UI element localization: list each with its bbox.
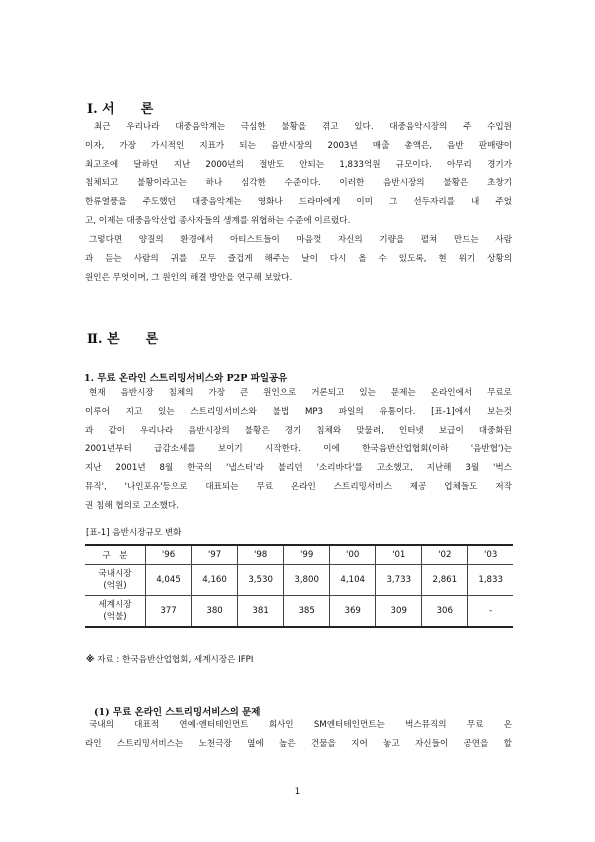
table-header-cell: 구 분 (85, 545, 146, 565)
text-line: 과 듣는 사람의 귀를 모두 즐겁게 해주는 날이 다시 올 수 있도록, 현 위기 상황의 (85, 253, 512, 264)
row-label-line: 세계시장 (98, 600, 132, 610)
page-number: 1 (294, 787, 301, 797)
row-label-unit: (억원) (103, 581, 127, 591)
subsection-title-streaming-problem: (1) 무료 온라인 스트리밍서비스의 문제 (94, 707, 261, 718)
table-header-cell: '02 (422, 545, 468, 565)
row-label-line: 국내시장 (98, 569, 132, 579)
table-cell: 309 (376, 596, 422, 628)
section-heading-body: Ⅱ. 본 론 (87, 332, 159, 347)
table-row (85, 565, 513, 596)
text-line: 침체되고 불황이라고는 하나 심각한 수준이다. 이러한 음반시장의 불황은 초창기 (85, 178, 512, 189)
text-line: 뮤직', '나인포유'등으로 대표되는 무료 온라인 스트리밍서비스 제공 업체들도 저작 (85, 481, 512, 492)
body-paragraph-1 (85, 384, 512, 516)
text-line: 지난 2001년 8월 한국의 '냅스터'라 불리던 '소리바다'를 고소했고, 지난해 3월 '벅스 (85, 463, 512, 474)
text-line: 국내의 대표적 연예·엔터테인먼트 회사인 SM엔터테인먼트는 벅스뮤직의 무료 온 (89, 720, 512, 730)
table-cell: 385 (284, 596, 330, 628)
table-cell: 381 (238, 596, 284, 628)
intro-paragraph-2 (85, 231, 512, 287)
table-header-cell: '97 (192, 545, 238, 565)
text-line: 최근 우리나라 대중음악계는 극심한 불황을 겪고 있다. 대중음악시장의 주 수입원 (94, 122, 512, 132)
table-header-cell: '99 (284, 545, 330, 565)
table-cell: 377 (146, 596, 192, 628)
text-line: 고, 이제는 대중음악산업 종사자들의 생계를 위협하는 수준에 이르렀다. (85, 215, 351, 226)
text-line: 이자, 가장 가시적인 지표가 되는 음반시장의 2003년 매출 총액은, 음반 판매량이 (85, 140, 512, 151)
table-cell: 3,530 (238, 565, 284, 596)
intro-paragraph-1 (85, 118, 512, 231)
table-cell: 1,833 (468, 565, 513, 596)
text-line: 권 침해 협의로 고소했다. (85, 500, 179, 511)
table-header-cell: '03 (468, 545, 513, 565)
row-label-unit: (억불) (103, 612, 127, 622)
text-line: 그렇다면 양질의 환경에서 아티스트들이 마음껏 자신의 기량을 펼쳐 만드는 사람 (89, 235, 512, 245)
table-cell: - (468, 596, 513, 628)
text-line: 원인은 무엇이며, 그 원인의 해결 방안을 연구해 보았다. (85, 272, 293, 283)
reference-mark: ※ (86, 655, 95, 665)
text-line: 한류열풍을 주도했던 대중음악계는 영화나 드라마에게 이미 그 선두자리를 내 주었 (85, 197, 512, 208)
subsection-title-streaming-p2p: 1. 무료 온라인 스트리밍서비스와 P2P 파일공유 (84, 373, 288, 384)
table-header-cell: '98 (238, 545, 284, 565)
table-header-cell: '00 (330, 545, 376, 565)
source-text: 자료 : 한국음반산업협회, 세계시장은 IFPI (97, 655, 254, 665)
table-caption: [표-1] 음반시장규모 변화 (86, 528, 182, 538)
table-cell: 2,861 (422, 565, 468, 596)
row-label-world (85, 596, 146, 628)
music-market-table (85, 544, 513, 628)
text-line: 최고조에 달하던 지난 2000년의 절반도 안되는 1,833억원 규모이다. 아무리 경기가 (85, 159, 512, 170)
table-cell: 369 (330, 596, 376, 628)
table-cell: 4,104 (330, 565, 376, 596)
table-header-cell: '96 (146, 545, 192, 565)
section-heading-introduction: Ⅰ. 서 론 (87, 102, 154, 117)
text-line: 2001년부터 급감소세를 보이기 시작한다. 이에 한국음반산업협회(이하 '음반협')는 (85, 444, 512, 455)
table-cell: 380 (192, 596, 238, 628)
text-line: 과 같이 우리나라 음반시장의 불황은 경기 침체와 맞물려, 인터넷 보급이 대중화된 (85, 425, 512, 436)
table-cell: 4,160 (192, 565, 238, 596)
body-paragraph-2 (85, 716, 512, 754)
table-source-note (86, 653, 253, 665)
row-label-domestic (85, 565, 146, 596)
table-cell: 3,733 (376, 565, 422, 596)
text-line: 라인 스트리밍서비스는 노천극장 옆에 높은 건물을 지어 놓고 자신들이 공연을 할 (85, 738, 512, 749)
table-header-cell: '01 (376, 545, 422, 565)
table-row (85, 596, 513, 628)
table-cell: 3,800 (284, 565, 330, 596)
table-cell: 4,045 (146, 565, 192, 596)
table-header-row (85, 545, 513, 565)
text-line: 이루어 지고 있는 스트리밍서비스와 불법 MP3 파일의 유통이다. [표-1]에서 보는것 (85, 406, 512, 417)
text-line: 현재 음반시장 침체의 가장 큰 원인으로 거론되고 있는 문제는 온라인에서 무료로 (89, 388, 512, 398)
table-cell: 306 (422, 596, 468, 628)
